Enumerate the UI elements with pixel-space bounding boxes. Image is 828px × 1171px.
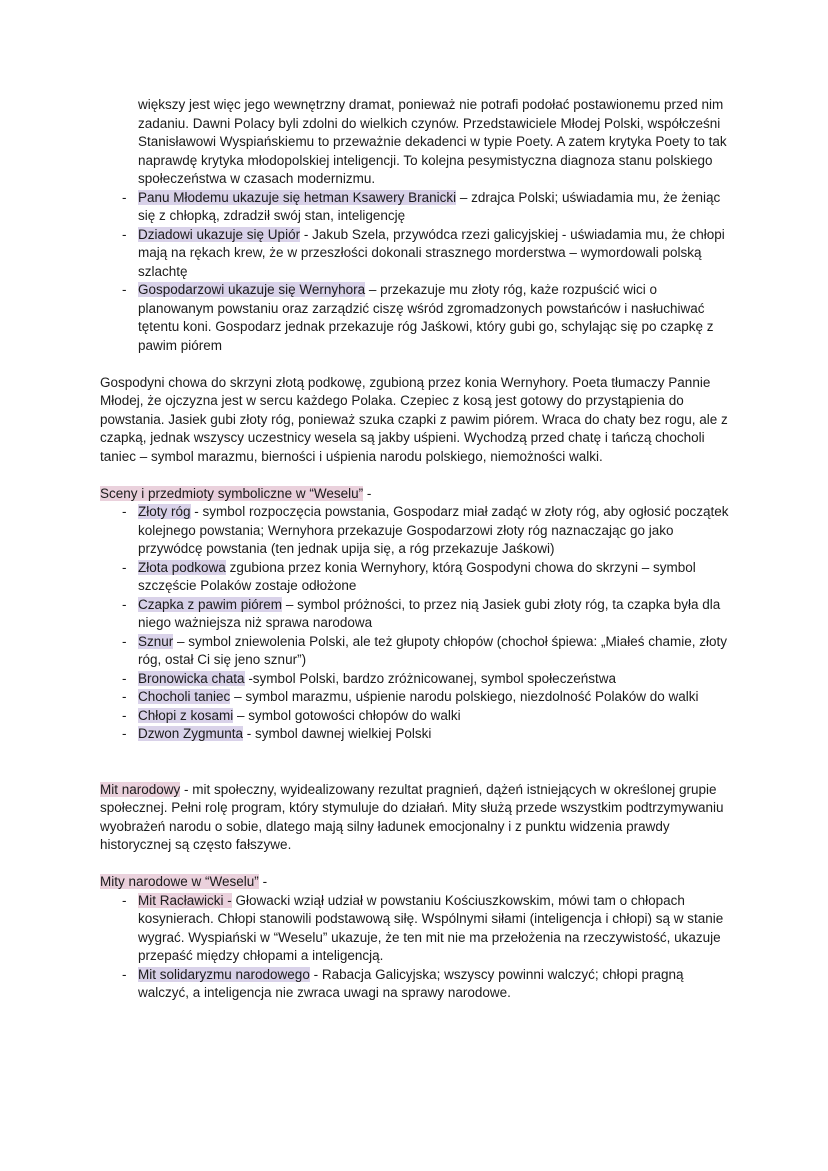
list-marker: - xyxy=(122,559,127,575)
text-run: - Rabacja Galicyjska; wszyscy powinni walczyć; chłopi pragną walczyć, a inteligencja nie zwraca uwagi na sprawy narodowe. xyxy=(138,966,684,1000)
list-item-text xyxy=(138,503,730,559)
highlighted-text: Sznur xyxy=(138,633,174,649)
paragraph-intro xyxy=(138,96,730,189)
list-marker: - xyxy=(122,966,127,982)
highlighted-text: Dziadowi ukazuje się Upiór xyxy=(138,226,301,242)
text-run: - xyxy=(363,485,372,501)
blank-line-spacer xyxy=(100,466,730,485)
list-item xyxy=(100,596,730,633)
list-item-text xyxy=(138,670,730,689)
list-marker: - xyxy=(122,633,127,649)
list-item xyxy=(100,281,730,355)
text-run: – symbol gotowości chłopów do walki xyxy=(233,707,461,723)
highlighted-text: Mit Racławicki - xyxy=(138,892,232,908)
highlighted-text: Dzwon Zygmunta xyxy=(138,726,244,741)
list-marker: - xyxy=(122,689,127,704)
highlighted-text: Chłopi z kosami xyxy=(138,707,234,723)
highlighted-text: Mity narodowe w “Weselu” xyxy=(100,874,259,889)
list-item-text xyxy=(138,892,730,966)
list-marker: - xyxy=(122,282,127,297)
list-item xyxy=(100,707,730,726)
list-item-text xyxy=(138,688,730,707)
list-marker: - xyxy=(122,189,127,205)
text-run: Gospodyni chowa do skrzyni złotą podkowę, zgubioną przez konia Wernyhory. Poeta tłumaczy Pannie Młodej, że ojczyzna jest w sercu każdego Polaka. Czepiec z kosą jest gotowy do przystąpienia do powstania. Jasiek gubi złoty róg, ponieważ szuka czapki z pawim piórem. Wraca do chaty bez rogu, ale z czapką, jednak wszyscy uczestnicy wesela są jakby uśpieni. Wychodzą przed chatę i tańczą chocholi taniec – symbol marazmu, bierności i uśpienia narodu polskiego, niemożności walki. xyxy=(100,374,728,464)
list-item xyxy=(100,966,730,1003)
text-run: - xyxy=(258,874,268,889)
list-item-text xyxy=(138,725,730,744)
list-marker: - xyxy=(122,892,127,908)
list-item-text xyxy=(138,707,730,726)
text-run: – symbol zniewolenia Polski, ale też głupoty chłopów (chochoł śpiewa: „Miałeś chamie, złoty róg, ostał Ci się jeno sznur”) xyxy=(138,633,728,667)
list-item xyxy=(100,725,730,744)
list-marker: - xyxy=(122,726,127,741)
text-run: - symbol rozpoczęcia powstania, Gospodarz miał zadąć w złoty róg, aby ogłosić początek kolejnego powstania; Wernyhora przekazuje Gospodarzowi złoty róg naznaczając go jako przywódcę powstania (ten jednak upija się, a róg przekazuje Jaśkowi) xyxy=(138,504,729,556)
text-run: zgubiona przez konia Wernyhory, którą Gospodyni chowa do skrzyni – symbol szczęście Polaków zostaje odłożone xyxy=(138,559,696,593)
highlighted-text: Chocholi taniec xyxy=(138,689,231,704)
text-run: - symbol dawnej wielkiej Polski xyxy=(243,726,432,741)
text-run: – zdrajca Polski; uświadamia mu, że żeniąc się z chłopką, zdradził swój stan, inteligencję xyxy=(138,189,721,223)
paragraph-summary xyxy=(100,374,730,467)
list-item-text xyxy=(138,596,730,633)
list-marker: - xyxy=(122,504,127,519)
list-marker: - xyxy=(122,226,127,242)
highlighted-text: Panu Młodemu ukazuje się hetman Ksawery Branicki xyxy=(138,189,457,205)
highlighted-text: Gospodarzowi ukazuje się Wernyhora xyxy=(138,282,366,297)
list-item xyxy=(100,503,730,559)
section-heading-symbols xyxy=(100,485,730,504)
list-item-text xyxy=(138,281,730,355)
list-item-text xyxy=(138,559,730,596)
list-item xyxy=(100,688,730,707)
text-run: -symbol Polski, bardzo zróżnicowanej, symbol społeczeństwa xyxy=(244,670,616,686)
text-run: – symbol próżności, to przez nią Jasiek gubi złoty róg, ta czapka była dla niego ważniejsza niż sprawa narodowa xyxy=(138,596,721,630)
highlighted-text: Bronowicka chata xyxy=(138,670,245,686)
list-marker: - xyxy=(122,596,127,612)
blank-line-spacer xyxy=(100,855,730,874)
list-item xyxy=(100,559,730,596)
highlighted-text: Mit narodowy xyxy=(100,781,181,797)
list-item xyxy=(100,892,730,966)
list-item xyxy=(100,226,730,282)
section-heading-myths xyxy=(100,873,730,892)
text-run: większy jest więc jego wewnętrzny dramat, ponieważ nie potrafi podołać postawionemu przed nim zadaniu. Dawni Polacy byli zdolni do wielkich czynów. Przedstawiciele Młodej Polski, współcześni Stanisławowi Wyspiańskiemu to przeważnie dekadenci w typie Poety. A zatem krytyka Poety to tak naprawdę krytyka młodopolskiej inteligencji. To kolejna pesymistyczna diagnoza stanu polskiego społeczeństwa w czasach modernizmu. xyxy=(138,97,727,186)
list-marker: - xyxy=(122,670,127,686)
highlighted-text: Czapka z pawim piórem xyxy=(138,596,283,612)
list-item xyxy=(100,189,730,226)
list-marker: - xyxy=(122,707,127,723)
list-item-text xyxy=(138,226,730,282)
paragraph-national-myth xyxy=(100,781,730,855)
list-item-text xyxy=(138,189,730,226)
blank-line-spacer xyxy=(100,355,730,374)
text-run: – przekazuje mu złoty róg, każe rozpuścić wici o planowanym powstaniu oraz zarządzić ciszę wśród zgromadzonych powstańców i nasłuchiwać tętentu koni. Gospodarz jednak przekazuje róg Jaśkowi, który gubi go, schylając się po czapkę z pawim piórem xyxy=(138,282,714,353)
document-content xyxy=(100,96,730,1003)
highlighted-text: Złota podkowa xyxy=(138,559,226,575)
text-run: - Jakub Szela, przywódca rzezi galicyjskiej - uświadamia mu, że chłopi mają na rękach krew, że w przeszłości dokonali strasznego morderstwa – wymordowali polską szlachtę xyxy=(138,226,725,279)
blank-line-spacer xyxy=(100,744,730,781)
text-run: - mit społeczny, wyidealizowany rezultat pragnień, dążeń istniejących w określonej grupie społecznej. Pełni rolę program, który stymuluje do działań. Mity służą przede wszystkim podtrzymywaniu wyobrażeń narodu o sobie, dlatego mają silny ładunek emocjonalny i z punktu widzenia prawdy historycznej są często fałszywe. xyxy=(100,781,724,852)
list-item-text xyxy=(138,633,730,670)
text-run: Głowacki wziął udział w powstaniu Kościuszkowskim, mówi tam o chłopach kosynierach. Chłopi stanowili podstawową siłę. Wspólnymi siłami (inteligencja i chłopi) są w stanie wygrać. Wyspiański w “Weselu” ukazuje, że ten mit nie ma przełożenia na rzeczywistość, ukazuje przepaść między chłopami a inteligencją. xyxy=(138,892,724,963)
text-run: – symbol marazmu, uśpienie narodu polskiego, niezdolność Polaków do walki xyxy=(230,689,699,704)
list-item-text xyxy=(138,966,730,1003)
highlighted-text: Sceny i przedmioty symboliczne w “Weselu” xyxy=(100,485,364,501)
highlighted-text: Mit solidaryzmu narodowego xyxy=(138,966,310,982)
list-item xyxy=(100,633,730,670)
highlighted-text: Złoty róg xyxy=(138,504,191,519)
list-item xyxy=(100,670,730,689)
